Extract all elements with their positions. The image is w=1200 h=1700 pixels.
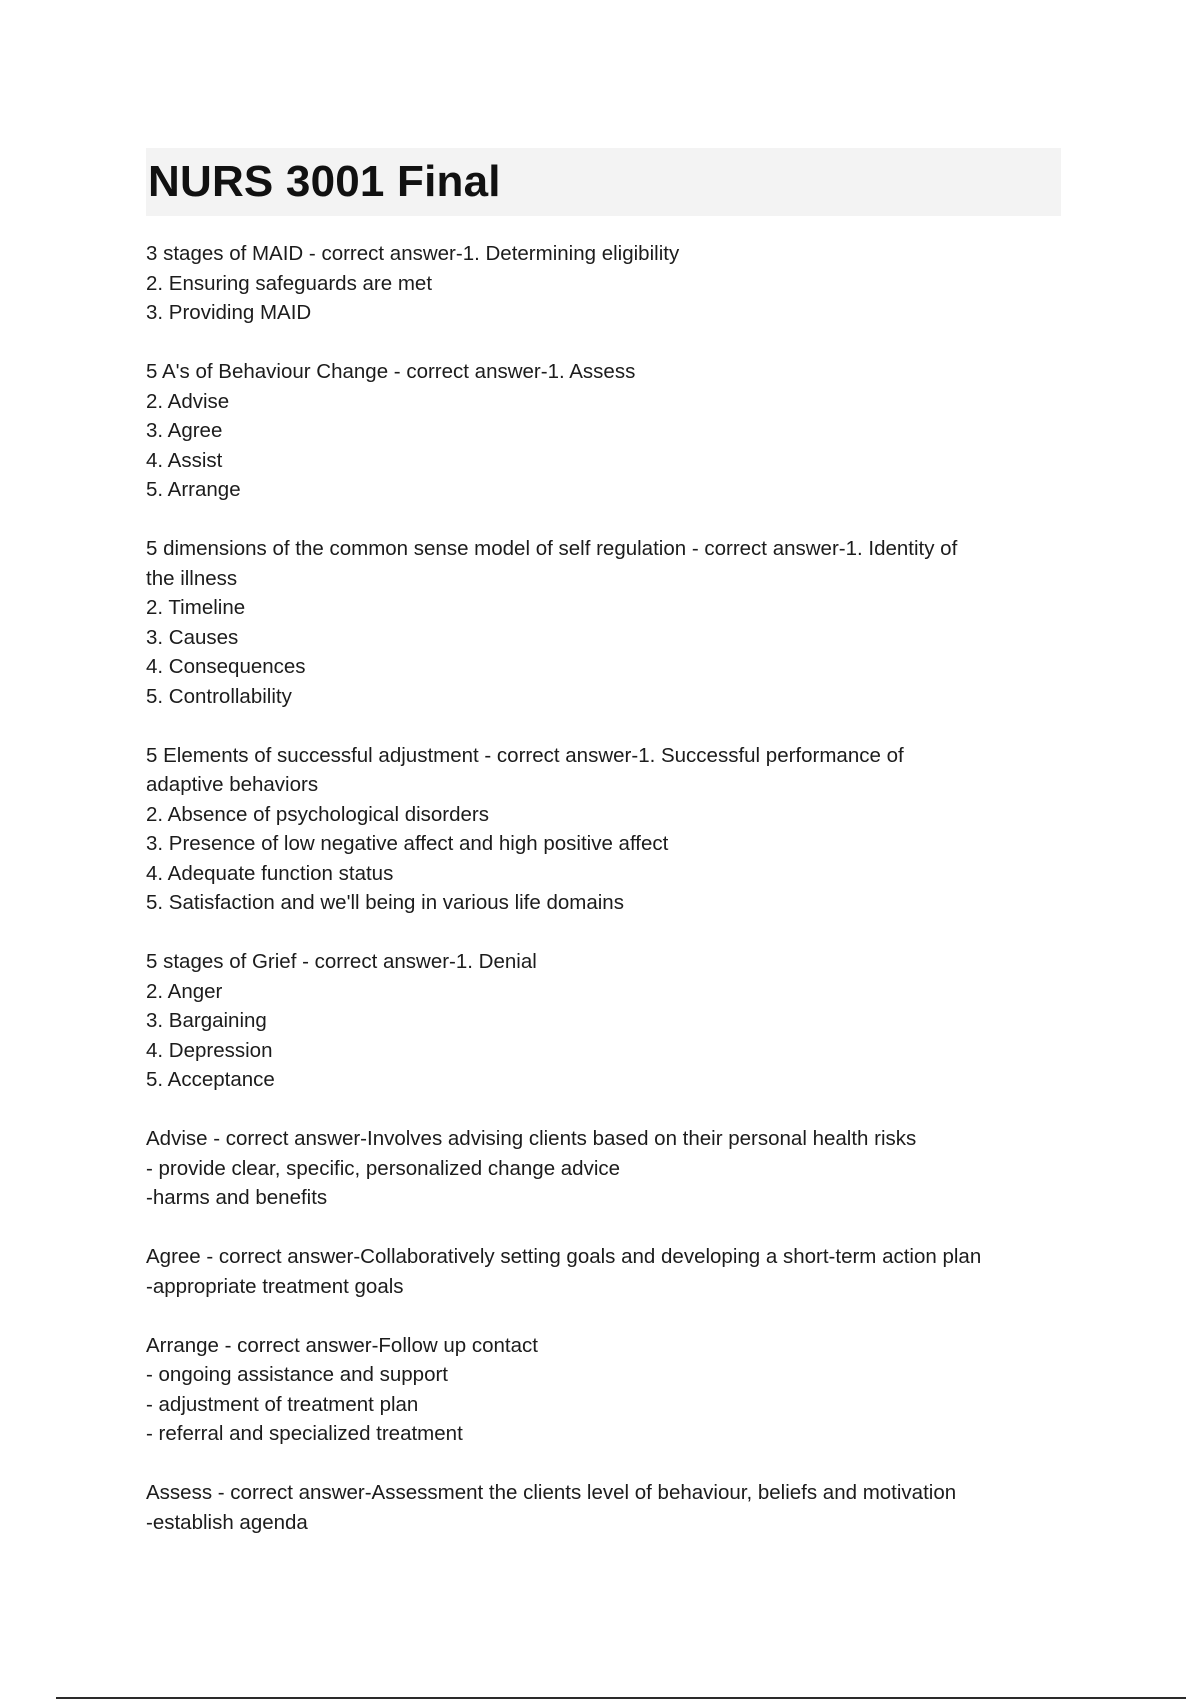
qa-entry: [146, 534, 1061, 711]
qa-line: adaptive behaviors: [146, 773, 319, 796]
qa-line: Advise - correct answer-Involves advising clients based on their personal health risks: [146, 1127, 917, 1150]
qa-line: - referral and specialized treatment: [146, 1422, 463, 1445]
qa-line: 3. Causes: [146, 625, 239, 649]
qa-line: 2. Advise: [146, 389, 230, 413]
qa-entry: [146, 741, 1061, 918]
qa-entry: [146, 947, 1061, 1095]
qa-line: - provide clear, specific, personalized change advice: [146, 1156, 621, 1180]
qa-line: 3. Agree: [146, 419, 223, 442]
qa-line: 5 A's of Behaviour Change - correct answer-1. Assess: [146, 360, 636, 383]
qa-line: -appropriate treatment goals: [146, 1274, 404, 1298]
qa-line: 5 stages of Grief - correct answer-1. Denial: [146, 950, 537, 973]
qa-line: 4. Adequate function status: [146, 861, 394, 885]
qa-line: 3. Providing MAID: [146, 301, 312, 324]
qa-line: Assess - correct answer-Assessment the clients level of behaviour, beliefs and motivation: [146, 1481, 957, 1504]
page-title: NURS 3001 Final: [148, 157, 501, 206]
qa-line: Agree - correct answer-Collaboratively setting goals and developing a short-term action plan: [146, 1245, 982, 1268]
qa-line: 2. Anger: [146, 979, 223, 1003]
qa-line: 5. Controllability: [146, 684, 292, 708]
qa-line: -harms and benefits: [146, 1186, 328, 1209]
qa-line: 4. Consequences: [146, 655, 306, 678]
qa-entry: [146, 239, 1061, 328]
qa-line: 2. Timeline: [146, 596, 246, 619]
qa-line: 3. Bargaining: [146, 1009, 267, 1032]
qa-entry: [146, 1242, 1061, 1301]
qa-line: 5. Arrange: [146, 478, 241, 501]
qa-line: 5. Satisfaction and we'll being in various life domains: [146, 891, 624, 914]
qa-entry: [146, 1331, 1061, 1449]
qa-entry: [146, 1124, 1061, 1213]
qa-entry: [146, 1478, 1061, 1537]
title-banner: [146, 148, 1061, 216]
qa-line: - adjustment of treatment plan: [146, 1392, 419, 1416]
qa-line: Arrange - correct answer-Follow up contact: [146, 1333, 538, 1357]
qa-line: 5 Elements of successful adjustment - correct answer-1. Successful performance of: [146, 743, 904, 767]
qa-line: 5. Acceptance: [146, 1068, 275, 1091]
qa-line: - ongoing assistance and support: [146, 1363, 449, 1386]
qa-line: 2. Ensuring safeguards are met: [146, 271, 433, 295]
qa-line: -establish agenda: [146, 1510, 308, 1534]
page-content: [146, 148, 1061, 1567]
qa-line: 4. Assist: [146, 448, 223, 472]
qa-line: 5 dimensions of the common sense model of self regulation - correct answer-1. Identity of: [146, 537, 958, 560]
qa-line: 2. Absence of psychological disorders: [146, 802, 490, 826]
qa-line: 4. Depression: [146, 1038, 273, 1062]
qa-line: 3 stages of MAID - correct answer-1. Determining eligibility: [146, 242, 680, 265]
qa-line: 3. Presence of low negative affect and high positive affect: [146, 832, 669, 855]
qa-entry: [146, 357, 1061, 505]
qa-line: the illness: [146, 566, 238, 590]
page-bottom-divider: [56, 1697, 1186, 1699]
